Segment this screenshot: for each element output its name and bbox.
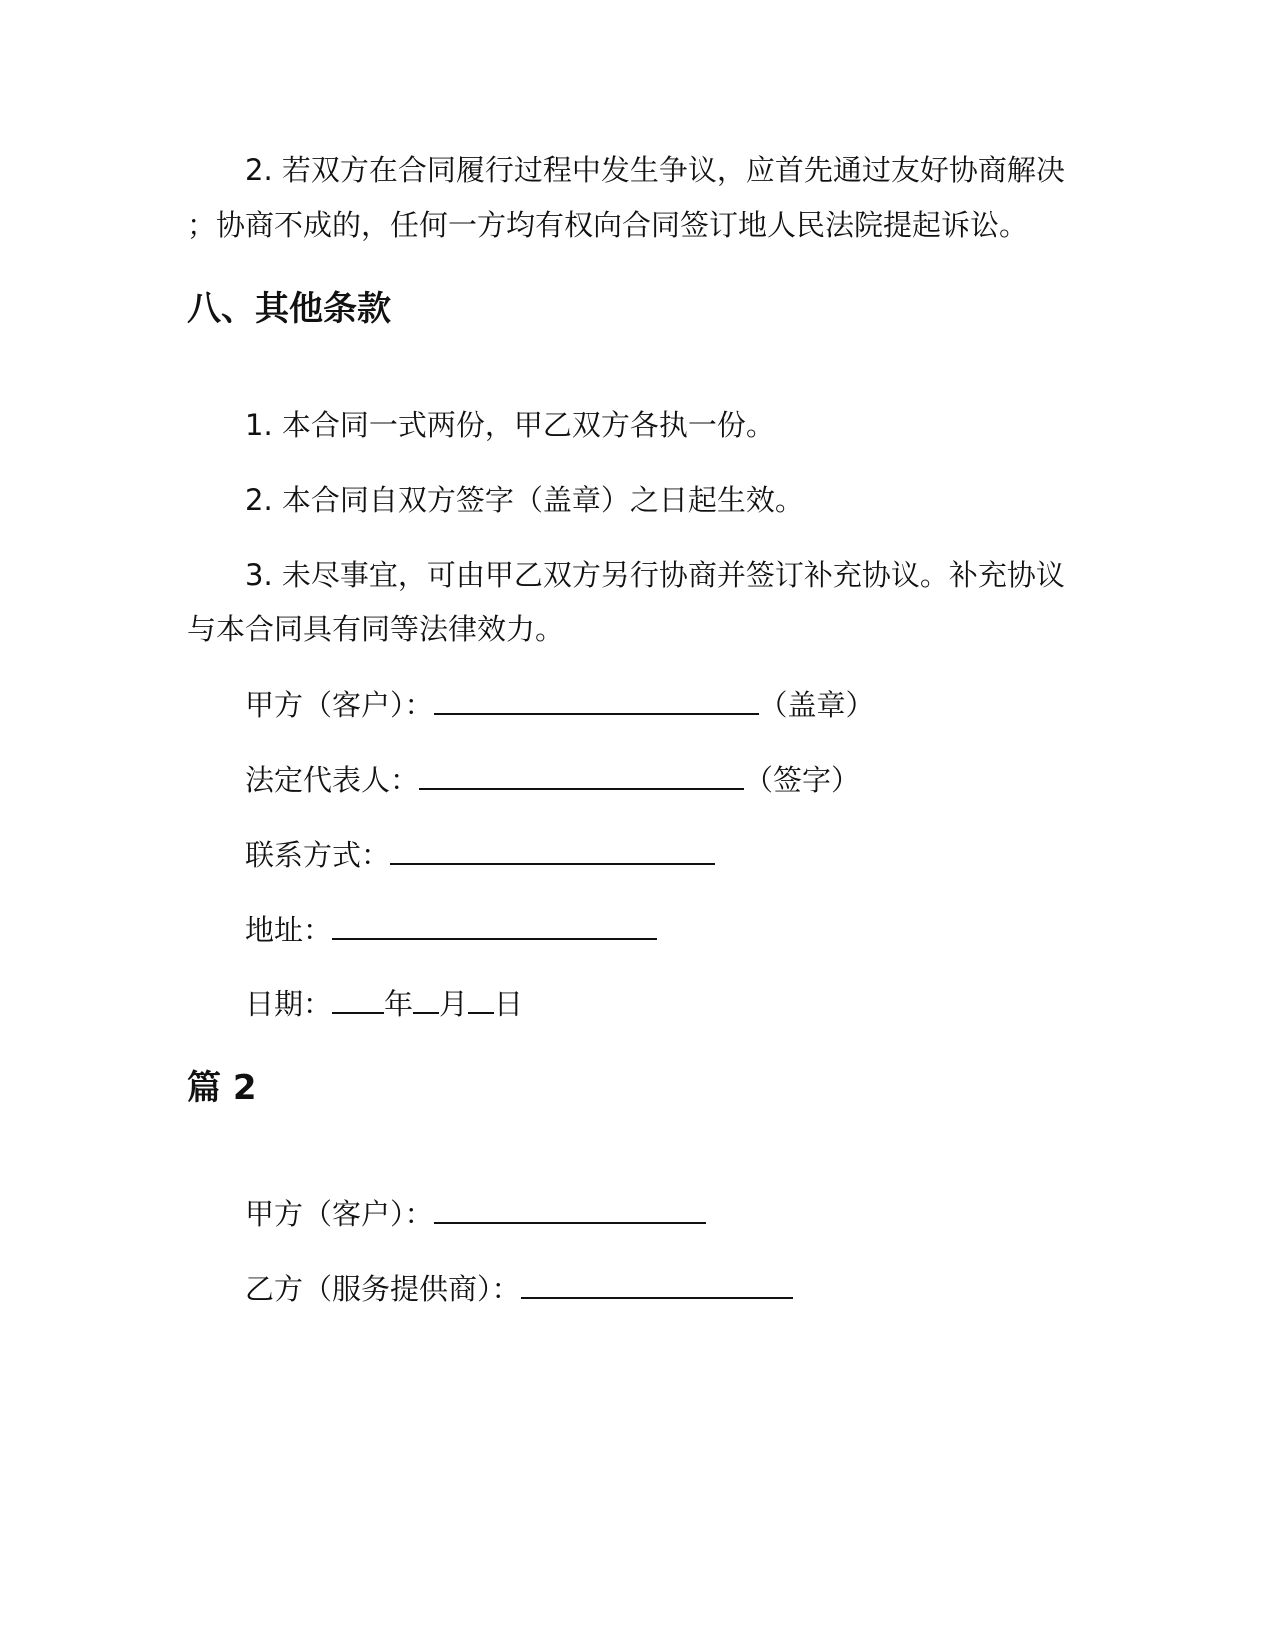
section8-heading: 八、其他条款 — [187, 289, 391, 329]
legal-rep-label: 法定代表人： — [245, 763, 420, 797]
part2-party-b-row — [245, 1267, 793, 1309]
address-label: 地址： — [245, 913, 333, 947]
section8-item1: 1. 本合同一式两份，甲乙双方各执一份。 — [245, 408, 775, 442]
section8-item3-line2: 与本合同具有同等法律效力。 — [187, 612, 565, 646]
month-blank[interactable] — [413, 982, 439, 1014]
address-row — [245, 908, 657, 950]
contact-row — [245, 833, 715, 875]
address-blank[interactable] — [332, 908, 657, 940]
part2-party-a-row — [245, 1192, 706, 1234]
part2-heading: 篇 2 — [187, 1068, 257, 1108]
party-a-suffix: （盖章） — [758, 688, 875, 722]
section8-item2: 2. 本合同自双方签字（盖章）之日起生效。 — [245, 483, 804, 517]
part2-party-b-label: 乙方（服务提供商）： — [245, 1272, 521, 1306]
party-a-label: 甲方（客户）： — [245, 688, 434, 722]
date-row — [245, 982, 523, 1024]
legal-rep-blank[interactable] — [419, 758, 744, 790]
legal-rep-row — [245, 758, 860, 800]
contact-label: 联系方式： — [245, 838, 391, 872]
section8-item3-line1: 3. 未尽事宜，可由甲乙双方另行协商并签订补充协议。补充协议 — [245, 558, 1065, 592]
day-blank[interactable] — [468, 982, 494, 1014]
month-label: 月 — [439, 987, 469, 1021]
date-label: 日期： — [245, 987, 333, 1021]
party-a-blank[interactable] — [434, 683, 759, 715]
part2-party-a-label: 甲方（客户）： — [245, 1197, 434, 1231]
year-label: 年 — [384, 987, 414, 1021]
part2-party-a-blank[interactable] — [434, 1192, 706, 1224]
section7-item2-line1: 2. 若双方在合同履行过程中发生争议，应首先通过友好协商解决 — [245, 153, 1065, 187]
party-a-row — [245, 683, 875, 725]
day-label: 日 — [494, 987, 524, 1021]
section7-item2-line2: ；协商不成的，任何一方均有权向合同签订地人民法院提起诉讼。 — [187, 208, 1029, 242]
contact-blank[interactable] — [390, 833, 715, 865]
year-blank[interactable] — [332, 982, 384, 1014]
legal-rep-suffix: （签字） — [744, 763, 861, 797]
part2-party-b-blank[interactable] — [521, 1267, 793, 1299]
